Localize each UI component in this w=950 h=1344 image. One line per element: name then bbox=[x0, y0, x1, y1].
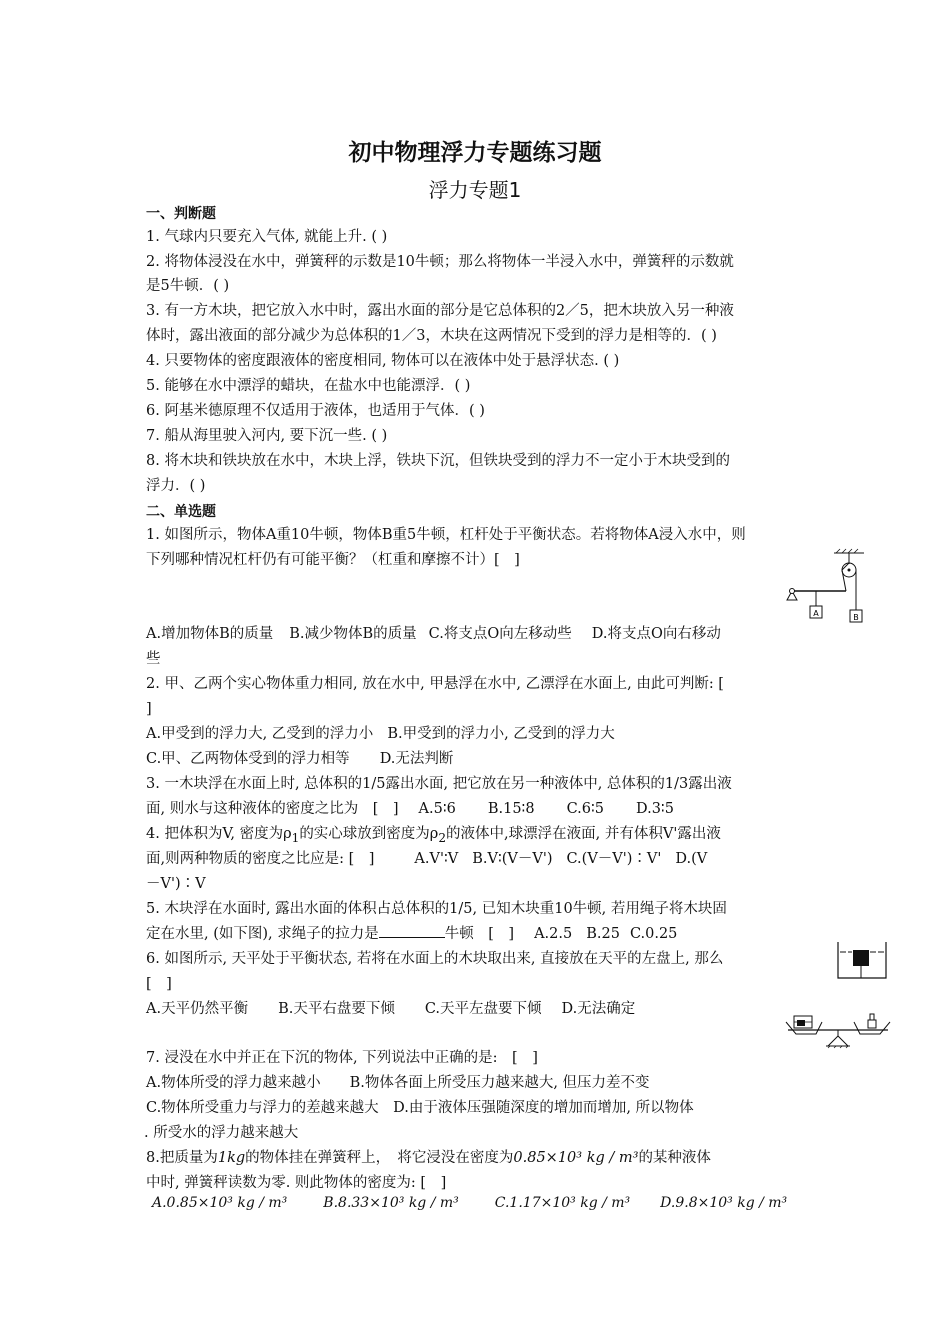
choice-q3-line2 bbox=[146, 797, 674, 821]
choice-q6-option-d[interactable]: D.无法确定 bbox=[561, 1001, 636, 1017]
judge-q3-line1: 3. 有一方木块，把它放入水中时，露出水面的部分是它总体积的2／5，把木块放入另一种液 bbox=[146, 303, 734, 319]
choice-q8-option-b[interactable]: B.8.33×10³ kg / m³ bbox=[323, 1195, 459, 1211]
choice-q6-options bbox=[146, 997, 635, 1021]
choice-q5-option-b[interactable]: B.25 bbox=[586, 926, 620, 942]
choice-q2-option-d[interactable]: D.无法判断 bbox=[379, 751, 454, 767]
figure-label-b: B bbox=[853, 613, 859, 622]
choice-q8-option-a[interactable]: A.0.85×10³ kg / m³ bbox=[152, 1195, 288, 1211]
choice-q5-stem-b: 牛顿 [ ] bbox=[444, 926, 515, 942]
choice-q5-option-c[interactable]: C.0.25 bbox=[629, 926, 678, 942]
choice-q8-text-c: 的某种液体 bbox=[638, 1150, 711, 1166]
judge-q1: 1. 气球内只要充入气体, 就能上升. ( ) bbox=[146, 229, 388, 245]
choice-q7-line1: 7. 浸没在水中并正在下沉的物体, 下列说法中正确的是: [ ] bbox=[146, 1050, 538, 1066]
choice-q8-mass: 1kg bbox=[217, 1150, 246, 1166]
choice-q4-sub1: 1 bbox=[291, 830, 300, 845]
choice-q8-line2: 中时, 弹簧秤读数为零. 则此物体的密度为: [ ] bbox=[146, 1175, 447, 1191]
choice-q2-options-row1 bbox=[146, 722, 615, 746]
choice-q4-option-b[interactable]: B.V∶(V－V') bbox=[472, 851, 553, 867]
judge-q8-line1: 8. 将木块和铁块放在水中，木块上浮，铁块下沉，但铁块受到的浮力不一定小于木块受到的 bbox=[146, 453, 730, 469]
choice-q7-options-row1[interactable]: A.物体所受的浮力越来越小 B.物体各面上所受压力越来越大, 但压力差不变 bbox=[146, 1075, 650, 1091]
choice-q5-stem-a: 定在水里, (如下图), 求绳子的拉力是 bbox=[146, 926, 379, 942]
choice-q8-density: 0.85×10³ kg / m³ bbox=[513, 1150, 639, 1166]
choice-q2-option-c[interactable]: C.甲、乙两物体受到的浮力相等 bbox=[146, 751, 350, 767]
judge-q3-line2: 体时，露出液面的部分减少为总体积的1／3，木块在这两情况下受到的浮力是相等的．( ) bbox=[146, 328, 717, 344]
judge-q6: 6. 阿基米德原理不仅适用于液体，也适用于气体．( ) bbox=[146, 403, 485, 419]
figure-label-a: A bbox=[813, 609, 819, 618]
choice-q6-option-c[interactable]: C.天平左盘要下倾 bbox=[424, 1001, 542, 1017]
choice-q1-option-b[interactable]: B.减少物体B的质量 bbox=[289, 626, 417, 642]
choice-q3-stem: 面, 则水与这种液体的密度之比为 [ ] bbox=[146, 801, 399, 817]
page-subtitle: 浮力专题1 bbox=[428, 178, 522, 202]
answer-blank[interactable] bbox=[379, 923, 445, 938]
choice-q8-option-c[interactable]: C.1.17×10³ kg / m³ bbox=[494, 1195, 631, 1211]
choice-q6-option-a[interactable]: A.天平仍然平衡 bbox=[146, 1001, 249, 1017]
choice-q2-line1: 2. 甲、乙两个实心物体重力相同, 放在水中, 甲悬浮在水中, 乙漂浮在水面上, 由此可判断: [ bbox=[146, 676, 724, 692]
choice-q5-option-a[interactable]: A.2.5 bbox=[534, 926, 573, 942]
choice-q4-option-d[interactable]: D.(V bbox=[675, 851, 708, 867]
choice-q3-line1: 3. 一木块浮在水面上时, 总体积的1/5露出水面, 把它放在另一种液体中, 总体积的1/3露出液 bbox=[146, 776, 732, 792]
choice-q8-options bbox=[152, 1191, 787, 1215]
choice-q4-sub2: 2 bbox=[438, 830, 447, 845]
choice-q8-text-b: 的物体挂在弹簧秤上， 将它浸没在密度为 bbox=[245, 1150, 514, 1166]
judge-q5: 5. 能够在水中漂浮的蜡块，在盐水中也能漂浮．( ) bbox=[146, 378, 471, 394]
choice-q6-option-b[interactable]: B.天平右盘要下倾 bbox=[278, 1001, 395, 1017]
choice-q3-option-c[interactable]: C.6∶5 bbox=[566, 801, 604, 817]
choice-q1-option-a[interactable]: A.增加物体B的质量 bbox=[146, 626, 274, 642]
page-title: 初中物理浮力专题练习题 bbox=[348, 140, 602, 166]
choice-q8-line1 bbox=[146, 1146, 711, 1170]
choice-q4-line2 bbox=[146, 847, 707, 871]
choice-q4-text-a: 4. 把体积为V, 密度为ρ bbox=[146, 826, 292, 842]
judge-q2-line2: 是5牛顿．( ) bbox=[146, 278, 230, 294]
choice-q4-option-a[interactable]: A.V'∶V bbox=[414, 851, 459, 867]
choice-q5-line1: 5. 木块浮在水面时, 露出水面的体积占总体积的1/5, 已知木块重10牛顿, 若用绳子将木块固 bbox=[146, 901, 727, 917]
choice-q7-options-row2[interactable]: C.物体所受重力与浮力的差越来越大 D.由于液体压强随深度的增加而增加, 所以物体 bbox=[146, 1100, 694, 1116]
choice-q4-option-c[interactable]: C.(V－V')∶V' bbox=[566, 851, 662, 867]
lever-pulley-figure bbox=[782, 548, 864, 628]
choice-q1-line2: 下列哪种情况杠杆仍有可能平衡？（杠重和摩擦不计）[ ] bbox=[146, 552, 520, 568]
water-tank-block-figure bbox=[836, 940, 888, 980]
choice-q2-line2: ] bbox=[146, 701, 152, 717]
choice-q3-option-b[interactable]: B.15∶8 bbox=[487, 801, 535, 817]
choice-q1-option-d[interactable]: D.将支点O向右移动 bbox=[591, 626, 721, 642]
choice-q1-options bbox=[146, 622, 721, 646]
choice-q2-options-row2 bbox=[146, 747, 453, 771]
choice-q1-option-d-wrap: 些 bbox=[146, 651, 161, 667]
choice-q4-stem: 面,则两种物质的密度之比应是: [ ] bbox=[146, 851, 375, 867]
judge-q7: 7. 船从海里驶入河内, 要下沉一些. ( ) bbox=[146, 428, 388, 444]
choice-q4-text-c: 的液体中,球漂浮在液面, 并有体积V'露出液 bbox=[446, 826, 721, 842]
choice-q6-line2: [ ] bbox=[146, 976, 172, 992]
choice-q6-line1: 6. 如图所示, 天平处于平衡状态, 若将在水面上的木块取出来, 直接放在天平的左盘上, 那么 bbox=[146, 951, 724, 967]
choice-q5-line2 bbox=[146, 922, 677, 946]
section-heading-judgement: 一、判断题 bbox=[146, 206, 216, 222]
judge-q2-line1: 2. 将物体浸没在水中，弹簧秤的示数是10牛顿；那么将物体一半浸入水中，弹簧秤的示数就 bbox=[146, 254, 734, 270]
choice-q4-line1 bbox=[146, 822, 721, 850]
choice-q1-option-c[interactable]: C.将支点O向左移动些 bbox=[428, 626, 572, 642]
choice-q2-option-a[interactable]: A.甲受到的浮力大, 乙受到的浮力小 bbox=[146, 726, 374, 742]
choice-q8-option-d[interactable]: D.9.8×10³ kg / m³ bbox=[660, 1195, 788, 1211]
section-heading-single-choice: 二、单选题 bbox=[146, 504, 216, 520]
choice-q8-text-a: 8.把质量为 bbox=[146, 1150, 218, 1166]
choice-q3-option-d[interactable]: D.3∶5 bbox=[635, 801, 674, 817]
choice-q7-options-row3: . 所受水的浮力越来越大 bbox=[144, 1125, 299, 1141]
balance-scale-figure bbox=[782, 1008, 894, 1050]
judge-q4: 4. 只要物体的密度跟液体的密度相同, 物体可以在液体中处于悬浮状态. ( ) bbox=[146, 353, 620, 369]
choice-q4-text-b: 的实心球放到密度为ρ bbox=[299, 826, 439, 842]
choice-q3-option-a[interactable]: A.5∶6 bbox=[418, 801, 456, 817]
judge-q8-line2: 浮力．( ) bbox=[146, 478, 206, 494]
choice-q2-option-b[interactable]: B.甲受到的浮力小, 乙受到的浮力大 bbox=[387, 726, 615, 742]
choice-q4-line3: －V')∶V bbox=[146, 876, 206, 892]
choice-q1-line1: 1. 如图所示，物体A重10牛顿，物体B重5牛顿，杠杆处于平衡状态。若将物体A浸入水中，则 bbox=[146, 527, 746, 543]
